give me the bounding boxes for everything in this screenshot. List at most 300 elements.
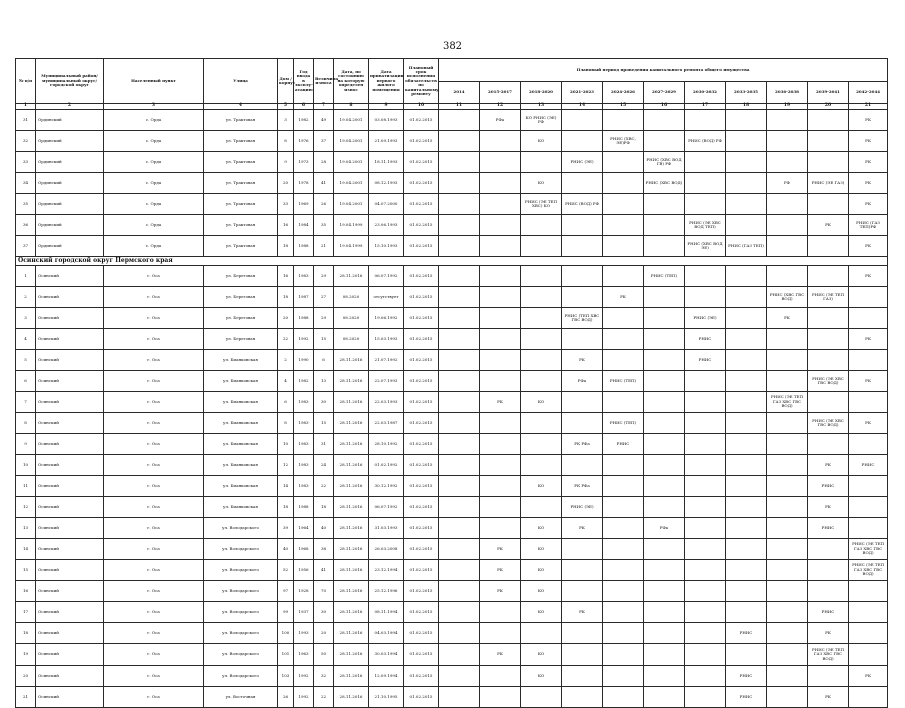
cell-period [439,560,480,581]
cell-period [726,392,767,413]
cell-street: ул. Бианковская [204,413,278,434]
cell-date-state: 28.11.2016 [334,455,369,476]
cell-period [439,666,480,687]
header-period-group: Плановый период проведения капитального ремонта общего имущества [439,59,888,82]
cell-num: 12 [16,497,36,518]
cell-period: КО [521,518,562,539]
cell-period [644,623,685,644]
cell-year: 1983 [294,413,314,434]
cell-year: 1982 [294,110,314,131]
cell-district: Осинский [36,560,104,581]
cell-period [521,308,562,329]
cell-year: 1988 [294,497,314,518]
cell-house: 18 [278,287,294,308]
cell-period [603,350,644,371]
cell-house: 20 [278,173,294,194]
cell-period [644,539,685,560]
cell-due: 01.02.2015 [404,476,439,497]
cell-date-priv: 12.09.1994 [369,666,404,687]
column-number: 6 [294,104,314,110]
cell-year: 1969 [294,194,314,215]
cell-period [562,329,603,350]
cell-house: 3 [278,110,294,131]
cell-num: 15 [16,560,36,581]
cell-period [439,110,480,131]
cell-wear: 35 [314,215,334,236]
cell-due: 01.02.2015 [404,308,439,329]
cell-period [439,236,480,257]
cell-wear: 22 [314,687,334,708]
cell-due: 01.02.2015 [404,392,439,413]
cell-date-state: 28.11.2016 [334,602,369,623]
header-year-built: Год ввода в эксплу-атацию [294,59,314,104]
cell-street: ул. Бианковская [204,434,278,455]
cell-period [726,434,767,455]
cell-year: 1976 [294,131,314,152]
cell-period [603,236,644,257]
cell-period: КО РНИС (ЭЕ) РФ [521,110,562,131]
cell-period [726,476,767,497]
cell-date-priv: 22.07.1993 [369,371,404,392]
cell-period [685,539,726,560]
cell-district: Ординский [36,236,104,257]
cell-period: РНИС (ТЕП) [603,413,644,434]
cell-house: 101 [278,644,294,666]
cell-period [480,215,521,236]
cell-period: РНИС (ЭЕ ТЕП ГАЗ ХВС ГВС ВОД) [767,392,808,413]
cell-period: РК РФа [562,476,603,497]
cell-district: Осинский [36,644,104,666]
cell-wear: 20 [314,623,334,644]
cell-period [767,413,808,434]
cell-date-priv: 30.03.1994 [369,644,404,666]
cell-district: Осинский [36,371,104,392]
cell-due: 01.02.2015 [404,455,439,476]
cell-period: РНИС (ЭЕ ТЕП ГАЗ) [808,287,849,308]
cell-period [849,392,888,413]
cell-date-state: 19.04.1999 [334,236,369,257]
cell-period [808,434,849,455]
cell-wear: 41 [314,560,334,581]
page-number: 382 [442,41,463,52]
cell-street: ул. Бианковская [204,476,278,497]
cell-due: 01.02.2015 [404,644,439,666]
cell-num: 34 [16,173,36,194]
cell-settlement: г. Оса [104,666,204,687]
cell-period [562,236,603,257]
cell-wear: 15 [314,413,334,434]
cell-period: РФа [562,371,603,392]
cell-period: РНИС [808,518,849,539]
cell-date-state: 08.2020 [334,287,369,308]
cell-period [685,173,726,194]
cell-settlement: г. Оса [104,287,204,308]
cell-wear: 29 [314,308,334,329]
cell-period: КО [521,644,562,666]
cell-year: 1928 [294,581,314,602]
column-number: 10 [404,104,439,110]
cell-date-state: 08.2020 [334,329,369,350]
cell-period [726,350,767,371]
cell-period [685,434,726,455]
cell-due: 01.02.2015 [404,371,439,392]
cell-period [767,581,808,602]
cell-period [644,687,685,708]
cell-year: 1982 [294,371,314,392]
cell-period: РК [849,371,888,392]
cell-period: РНИС (ЭЕ ГАЗ) [808,173,849,194]
cell-num: 9 [16,434,36,455]
cell-period [767,110,808,131]
cell-period [767,329,808,350]
cell-period [726,329,767,350]
cell-num: 33 [16,152,36,173]
header-num: № п/п [16,59,36,104]
cell-street: ул. Володарского [204,518,278,539]
cell-district: Осинский [36,476,104,497]
cell-wear: 32 [314,666,334,687]
cell-settlement: г. Оса [104,644,204,666]
cell-period [685,476,726,497]
cell-house: 100 [278,623,294,644]
cell-settlement: г. Оса [104,413,204,434]
table-row [16,623,888,644]
header-house: Дом / корпус [278,59,294,104]
cell-house: 52 [278,560,294,581]
cell-period [767,560,808,581]
cell-date-state: 19.04.2001 [334,173,369,194]
cell-house: 8 [278,413,294,434]
cell-year: 1988 [294,236,314,257]
cell-num: 16 [16,581,36,602]
cell-due: 01.02.2015 [404,266,439,287]
cell-period [808,308,849,329]
cell-date-state: 19.04.1999 [334,215,369,236]
cell-period: РК [603,287,644,308]
cell-date-priv: отсутствует [369,287,404,308]
cell-period [562,392,603,413]
table-row [16,131,888,152]
cell-wear: 6 [314,350,334,371]
cell-period [521,413,562,434]
cell-period: РНИС [726,623,767,644]
cell-due: 01.02.2015 [404,539,439,560]
cell-period [603,194,644,215]
cell-period [644,413,685,434]
cell-date-state: 28.11.2016 [334,434,369,455]
cell-period: РНИС [685,350,726,371]
cell-district: Осинский [36,666,104,687]
cell-settlement: г. Оса [104,623,204,644]
cell-period [562,581,603,602]
cell-period: РК [849,173,888,194]
cell-period: РК [808,215,849,236]
cell-district: Ординский [36,131,104,152]
cell-period [439,131,480,152]
cell-period [603,623,644,644]
cell-period: КО [521,560,562,581]
cell-street: ул. Восточная [204,687,278,708]
cell-period [685,497,726,518]
cell-date-priv: 06.07.1992 [369,497,404,518]
cell-date-priv: 18.11.1993 [369,152,404,173]
cell-house: 9 [278,152,294,173]
cell-num: 11 [16,476,36,497]
cell-period [521,152,562,173]
cell-district: Осинский [36,497,104,518]
cell-period [562,131,603,152]
cell-due: 01.02.2015 [404,131,439,152]
cell-date-state: 28.11.2016 [334,539,369,560]
cell-district: Осинский [36,687,104,708]
cell-num: 4 [16,329,36,350]
table-row [16,560,888,581]
cell-district: Осинский [36,329,104,350]
cell-district: Осинский [36,518,104,539]
cell-period [644,666,685,687]
cell-wear: 29 [314,266,334,287]
cell-wear: 18 [314,497,334,518]
cell-period [726,455,767,476]
cell-period: РНИС (ХВС, ЭЕ)РФ [603,131,644,152]
cell-num: 36 [16,215,36,236]
cell-period [685,560,726,581]
cell-period: КО [521,392,562,413]
table-row [16,434,888,455]
table-row [16,476,888,497]
table-row [16,329,888,350]
cell-num: 19 [16,644,36,666]
cell-period [849,497,888,518]
cell-period [644,194,685,215]
cell-period: РФ [767,173,808,194]
cell-year: 1963 [294,644,314,666]
cell-period [849,687,888,708]
cell-period [808,194,849,215]
cell-period: КО [521,131,562,152]
cell-period: РНИС (ВОД) РФ [685,131,726,152]
cell-period [521,236,562,257]
cell-period [562,644,603,666]
cell-date-priv: 06.07.1992 [369,266,404,287]
cell-period [808,110,849,131]
cell-period [562,455,603,476]
cell-street: ул. Трактовая [204,173,278,194]
cell-period [603,215,644,236]
cell-settlement: с. Орда [104,215,204,236]
cell-period [439,215,480,236]
cell-street: ул. Трактовая [204,110,278,131]
cell-house: 18 [278,236,294,257]
cell-period [685,110,726,131]
cell-period [480,687,521,708]
cell-period: РНИС [808,476,849,497]
cell-period [726,308,767,329]
cell-period: РНИС (ЭЕ ТЕП ГАЗ ХВС ГВС ВОД) [849,560,888,581]
cell-num: 1 [16,266,36,287]
cell-period [439,194,480,215]
cell-period: РНИС [685,329,726,350]
cell-period [685,152,726,173]
cell-period: РНИС (ХВС ВОД ЭЕ) [685,236,726,257]
cell-period [480,329,521,350]
cell-house: 22 [278,329,294,350]
cell-street: ул. Володарского [204,623,278,644]
column-number: 15 [603,104,644,110]
cell-due: 01.02.2015 [404,497,439,518]
cell-period: РНИС (ЭЕ) [562,152,603,173]
cell-period [521,350,562,371]
cell-year: 1978 [294,173,314,194]
cell-period [685,644,726,666]
cell-period [685,602,726,623]
cell-date-priv: 03.08.1993 [369,110,404,131]
cell-period [439,623,480,644]
cell-year: 1956 [294,560,314,581]
cell-period [644,392,685,413]
cell-period [603,497,644,518]
cell-period [767,194,808,215]
cell-year: 1983 [294,476,314,497]
cell-period [603,173,644,194]
cell-house: 40 [278,539,294,560]
cell-period [726,287,767,308]
capital-repair-table [15,58,888,708]
cell-period: РНИС (ЭЕ ХВС ВОД ТЕП) [685,215,726,236]
cell-period [562,110,603,131]
cell-period [767,623,808,644]
cell-date-priv: 15.03.1993 [369,329,404,350]
cell-period [439,581,480,602]
header-date-state: Дата, по состоянию на которую определен износ [334,59,369,104]
column-number: 9 [369,104,404,110]
cell-date-priv: 04.07.2000 [369,194,404,215]
cell-street: ул. Береговая [204,287,278,308]
cell-settlement: с. Орда [104,194,204,215]
table-row [16,518,888,539]
cell-period [439,350,480,371]
column-number: 2 [36,104,104,110]
cell-year: 1983 [294,392,314,413]
cell-street: ул. Володарского [204,602,278,623]
cell-street: ул. Володарского [204,539,278,560]
cell-house: 33 [278,194,294,215]
column-number: 4 [204,104,278,110]
cell-period [480,152,521,173]
cell-street: ул. Володарского [204,644,278,666]
cell-district: Ординский [36,152,104,173]
header-period: 2039-2041 [808,82,849,104]
cell-period: РНИС (ГАЗ ТЕП) [726,236,767,257]
cell-num: 13 [16,518,36,539]
table-row [16,371,888,392]
column-number: 11 [439,104,480,110]
cell-district: Осинский [36,455,104,476]
cell-settlement: г. Оса [104,329,204,350]
cell-street: ул. Трактовая [204,236,278,257]
cell-house: 12 [278,455,294,476]
cell-period [808,539,849,560]
cell-period [603,581,644,602]
cell-period [439,455,480,476]
cell-house: 4 [278,371,294,392]
column-number: 8 [334,104,369,110]
cell-period: РК [808,687,849,708]
cell-num: 20 [16,666,36,687]
cell-settlement: г. Оса [104,371,204,392]
cell-district: Ординский [36,215,104,236]
cell-period [685,194,726,215]
cell-period [480,194,521,215]
cell-period [685,287,726,308]
cell-period [726,194,767,215]
table-row [16,308,888,329]
table-row [16,413,888,434]
cell-period [767,518,808,539]
cell-period [603,329,644,350]
cell-house: 6 [278,392,294,413]
cell-period [439,602,480,623]
cell-period [767,236,808,257]
cell-period [562,623,603,644]
cell-wear: 38 [314,539,334,560]
cell-year: 1993 [294,623,314,644]
column-number: 17 [685,104,726,110]
table-row [16,194,888,215]
cell-wear: 28 [314,152,334,173]
cell-date-priv: 15.10.1993 [369,236,404,257]
cell-period: РНИС (ЭЕ ХВС ГВС ВОД) [808,413,849,434]
column-number: 13 [521,104,562,110]
cell-settlement: с. Орда [104,110,204,131]
cell-settlement: с. Орда [104,173,204,194]
cell-period: КО [521,476,562,497]
cell-period [480,371,521,392]
cell-year: 1964 [294,518,314,539]
cell-period [726,152,767,173]
cell-period: РНИС [726,687,767,708]
cell-period [685,455,726,476]
cell-period: КО [521,173,562,194]
cell-date-priv: 21.07.1992 [369,350,404,371]
cell-period [521,434,562,455]
table-row [16,581,888,602]
cell-period [480,413,521,434]
cell-period [767,455,808,476]
header-street: Улица [204,59,278,104]
cell-num: 17 [16,602,36,623]
cell-house: 14 [278,476,294,497]
cell-period [767,350,808,371]
cell-due: 01.02.2015 [404,110,439,131]
cell-period: РК [849,329,888,350]
cell-year: 1992 [294,329,314,350]
cell-period [767,687,808,708]
cell-period [767,602,808,623]
cell-wear: 37 [314,131,334,152]
cell-date-state: 28.11.2016 [334,687,369,708]
cell-wear: 30 [314,392,334,413]
cell-year: 1987 [294,287,314,308]
cell-period [849,434,888,455]
cell-district: Осинский [36,623,104,644]
cell-period [603,152,644,173]
cell-district: Осинский [36,602,104,623]
cell-period [808,266,849,287]
cell-period [521,215,562,236]
cell-period [767,266,808,287]
cell-period [439,266,480,287]
